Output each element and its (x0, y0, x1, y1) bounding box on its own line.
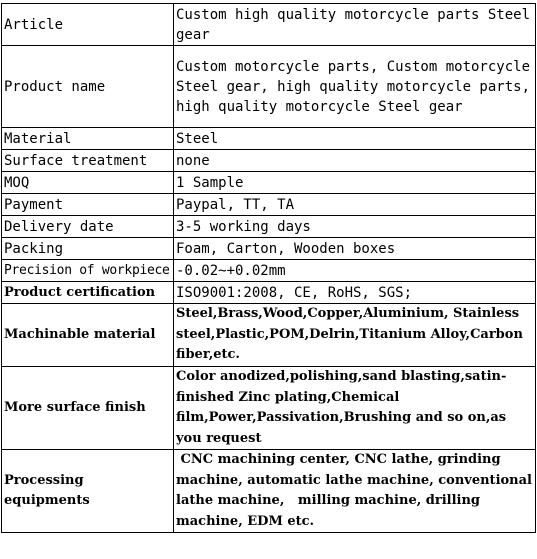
table-row (2, 238, 536, 260)
row-value: Custom high quality motorcycle parts Steel gear (174, 4, 536, 46)
row-label: Material (2, 128, 174, 150)
row-value: Paypal, TT, TA (174, 194, 536, 216)
table-row (2, 304, 536, 367)
row-label: Product name (2, 46, 174, 128)
row-label: More surface finish (2, 367, 174, 450)
row-value: Steel,Brass,Wood,Copper,Aluminium, Stainless steel,Plastic,POM,Delrin,Titanium Alloy,Carbon fiber,etc. (174, 304, 536, 367)
row-label: Precision of workpiece (2, 260, 174, 282)
row-value: CNC machining center, CNC lathe, grinding machine, automatic lathe machine, conventional lathe machine, milling machine, drilling machine, EDM etc. (174, 450, 536, 533)
product-spec-table (1, 3, 536, 533)
row-label: Article (2, 4, 174, 46)
table-row (2, 46, 536, 128)
row-value: Custom motorcycle parts, Custom motorcycle Steel gear, high quality motorcycle parts, high quality motorcycle Steel gear (174, 46, 536, 128)
row-value: 3-5 working days (174, 216, 536, 238)
row-label: Surface treatment (2, 150, 174, 172)
row-label: Processing equipments (2, 450, 174, 533)
row-value: Steel (174, 128, 536, 150)
row-label: Delivery date (2, 216, 174, 238)
row-value: -0.02~+0.02mm (174, 260, 536, 282)
table-row (2, 450, 536, 533)
row-value: none (174, 150, 536, 172)
table-row (2, 367, 536, 450)
table-row (2, 4, 536, 46)
row-label: Machinable material (2, 304, 174, 367)
table-row (2, 150, 536, 172)
table-row (2, 172, 536, 194)
table-row (2, 216, 536, 238)
row-value: 1 Sample (174, 172, 536, 194)
row-value: Color anodized,polishing,sand blasting,satin-finished Zinc plating,Chemical film,Power,Passivation,Brushing and so on,as you request (174, 367, 536, 450)
row-label: MOQ (2, 172, 174, 194)
table-row (2, 260, 536, 282)
row-value: ISO9001:2008, CE, RoHS, SGS; (174, 282, 536, 304)
table-row (2, 282, 536, 304)
row-label: Packing (2, 238, 174, 260)
row-label: Product certification (2, 282, 174, 304)
row-label: Payment (2, 194, 174, 216)
table-row (2, 194, 536, 216)
table-row (2, 128, 536, 150)
row-value: Foam, Carton, Wooden boxes (174, 238, 536, 260)
